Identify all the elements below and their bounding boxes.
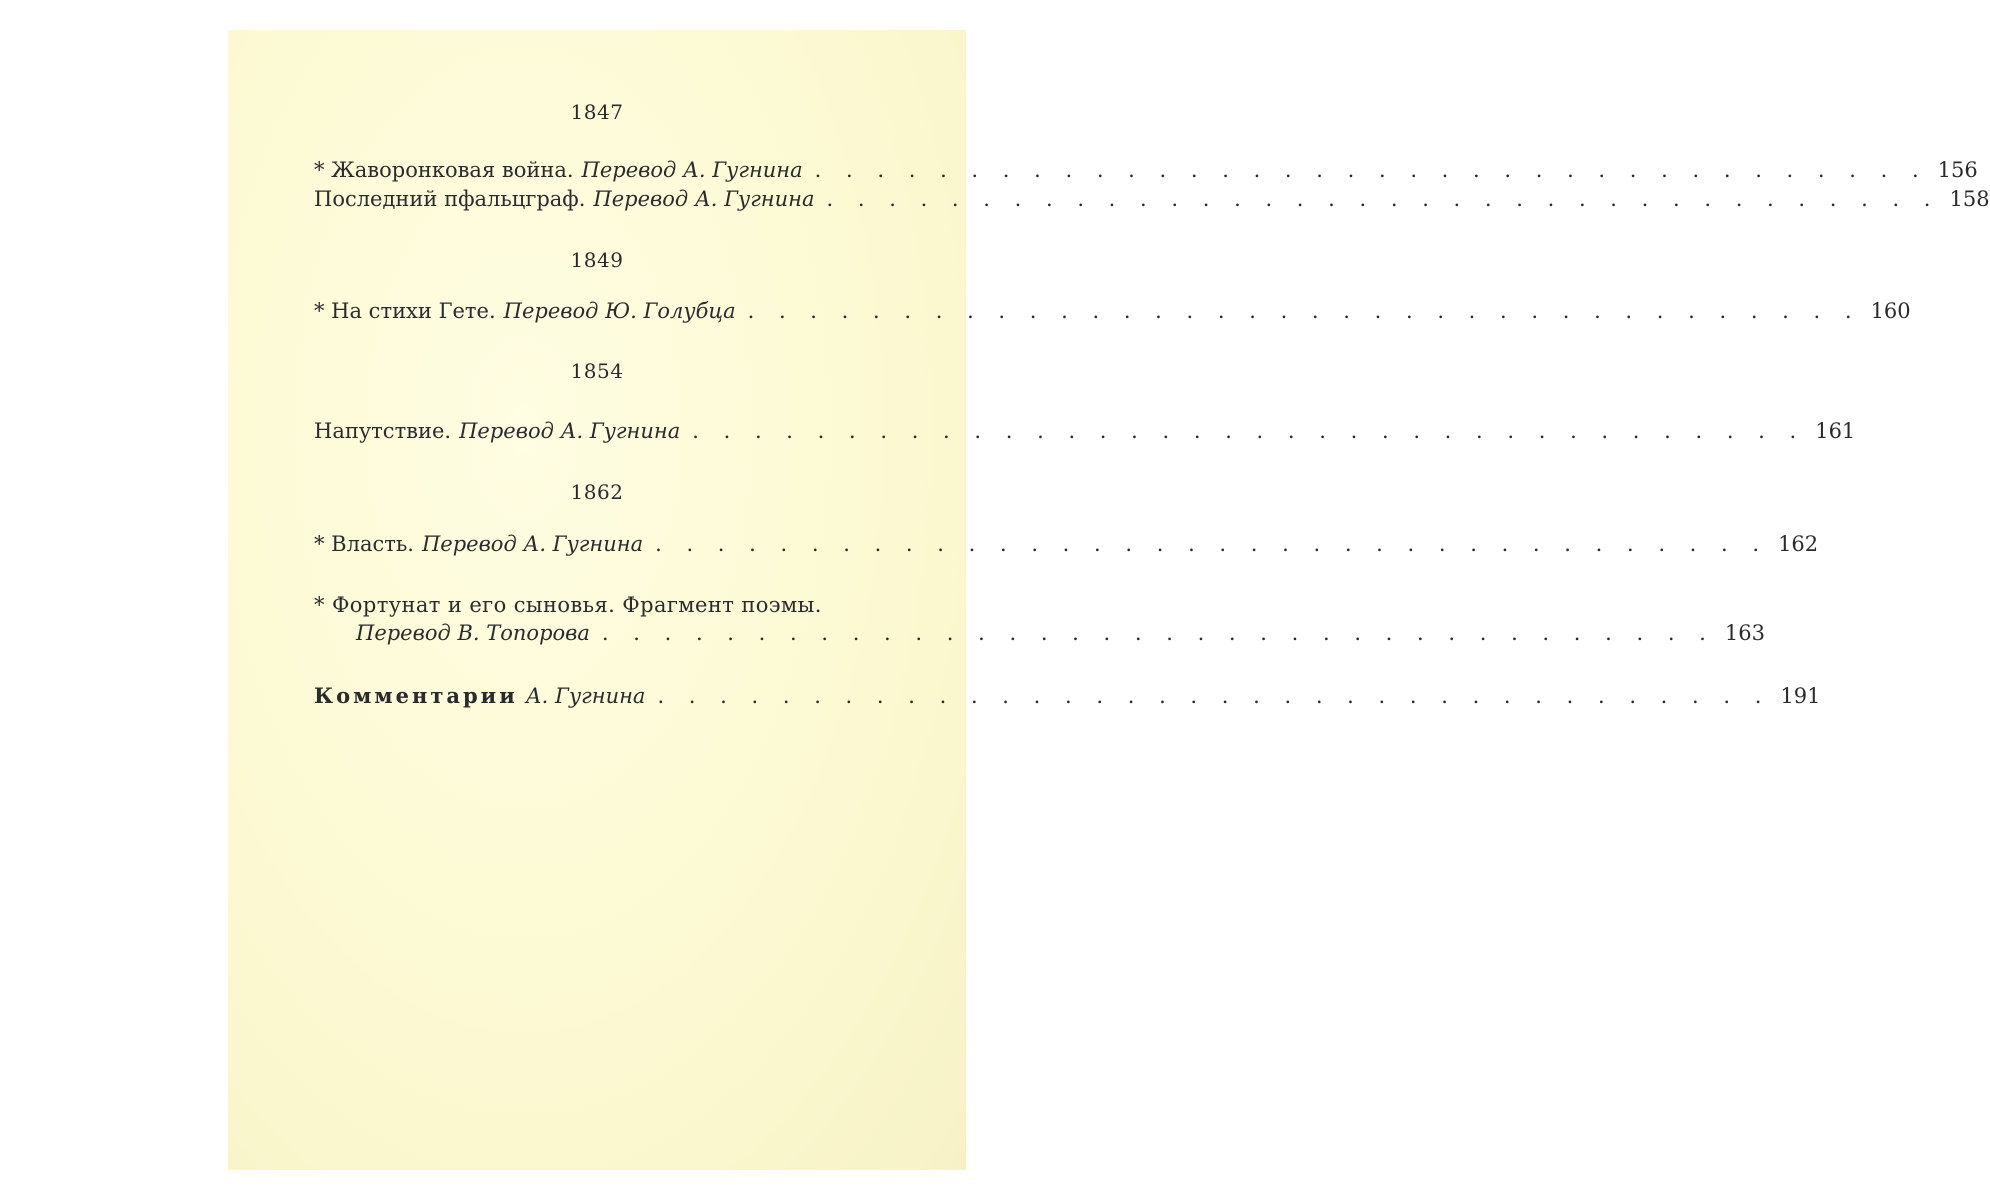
entry-translator: Перевод А. Гугнина — [459, 419, 681, 443]
dot-leader: . . . . . . . . . . . . . . . . . . . . . . . . . . . . . . . . . . . . — [655, 532, 1769, 556]
entry-page-number: 162 — [1778, 532, 1819, 556]
entry-page-number: 160 — [1870, 299, 1911, 323]
entry-page-number: 158 — [1949, 187, 1990, 211]
toc-entry — [314, 185, 1990, 213]
entry-title: Напутствие. — [314, 419, 452, 443]
entry-translator: Перевод А. Гугнина — [593, 187, 815, 211]
entry-title: Последний пфальцграф. — [314, 187, 586, 211]
commentary-author: А. Гугнина — [525, 684, 646, 708]
entry-title-multiline: * Фортунат и его сыновья. Фрагмент поэмы. — [314, 593, 822, 617]
dot-leader: . . . . . . . . . . . . . . . . . . . . . . . . . . . . . . . . . . . . — [657, 684, 1771, 708]
dot-leader: . . . . . . . . . . . . . . . . . . . . . . . . . . . . . . . . . . . . — [601, 621, 1715, 645]
section-year-1854: 1854 — [570, 359, 624, 383]
section-year-1847: 1847 — [570, 100, 624, 124]
toc-entry — [314, 417, 1856, 445]
toc-entry — [314, 619, 1765, 647]
book-page — [228, 30, 1990, 1170]
entry-translator: Перевод А. Гугнина — [581, 158, 803, 182]
toc-entry — [314, 156, 1978, 184]
toc-entry — [314, 297, 1911, 325]
section-year-1849: 1849 — [570, 248, 624, 272]
entry-page-number: 163 — [1724, 621, 1765, 645]
entry-translator: Перевод Ю. Голубца — [503, 299, 736, 323]
entry-translator: Перевод А. Гугнина — [421, 532, 644, 556]
dot-leader: . . . . . . . . . . . . . . . . . . . . . . . . . . . . . . . . . . . . — [692, 419, 1806, 443]
toc-entry-commentary — [314, 682, 1821, 710]
dot-leader: . . . . . . . . . . . . . . . . . . . . . . . . . . . . . . . . . . . . — [814, 158, 1928, 182]
toc-entry — [314, 530, 1819, 558]
entry-title: * Жаворонковая война. — [314, 158, 574, 182]
entry-title: * На стихи Гете. — [314, 299, 496, 323]
entry-translator: Перевод В. Топорова — [356, 621, 590, 645]
section-year-1862: 1862 — [570, 480, 624, 504]
dot-leader: . . . . . . . . . . . . . . . . . . . . . . . . . . . . . . . . . . . . — [747, 299, 1861, 323]
commentary-title: Комментарии — [314, 683, 518, 708]
entry-page-number: 161 — [1815, 419, 1856, 443]
entry-page-number: 191 — [1780, 684, 1821, 708]
entry-title: * Власть. — [314, 532, 414, 556]
dot-leader: . . . . . . . . . . . . . . . . . . . . . . . . . . . . . . . . . . . . — [826, 187, 1940, 211]
entry-page-number: 156 — [1937, 158, 1978, 182]
